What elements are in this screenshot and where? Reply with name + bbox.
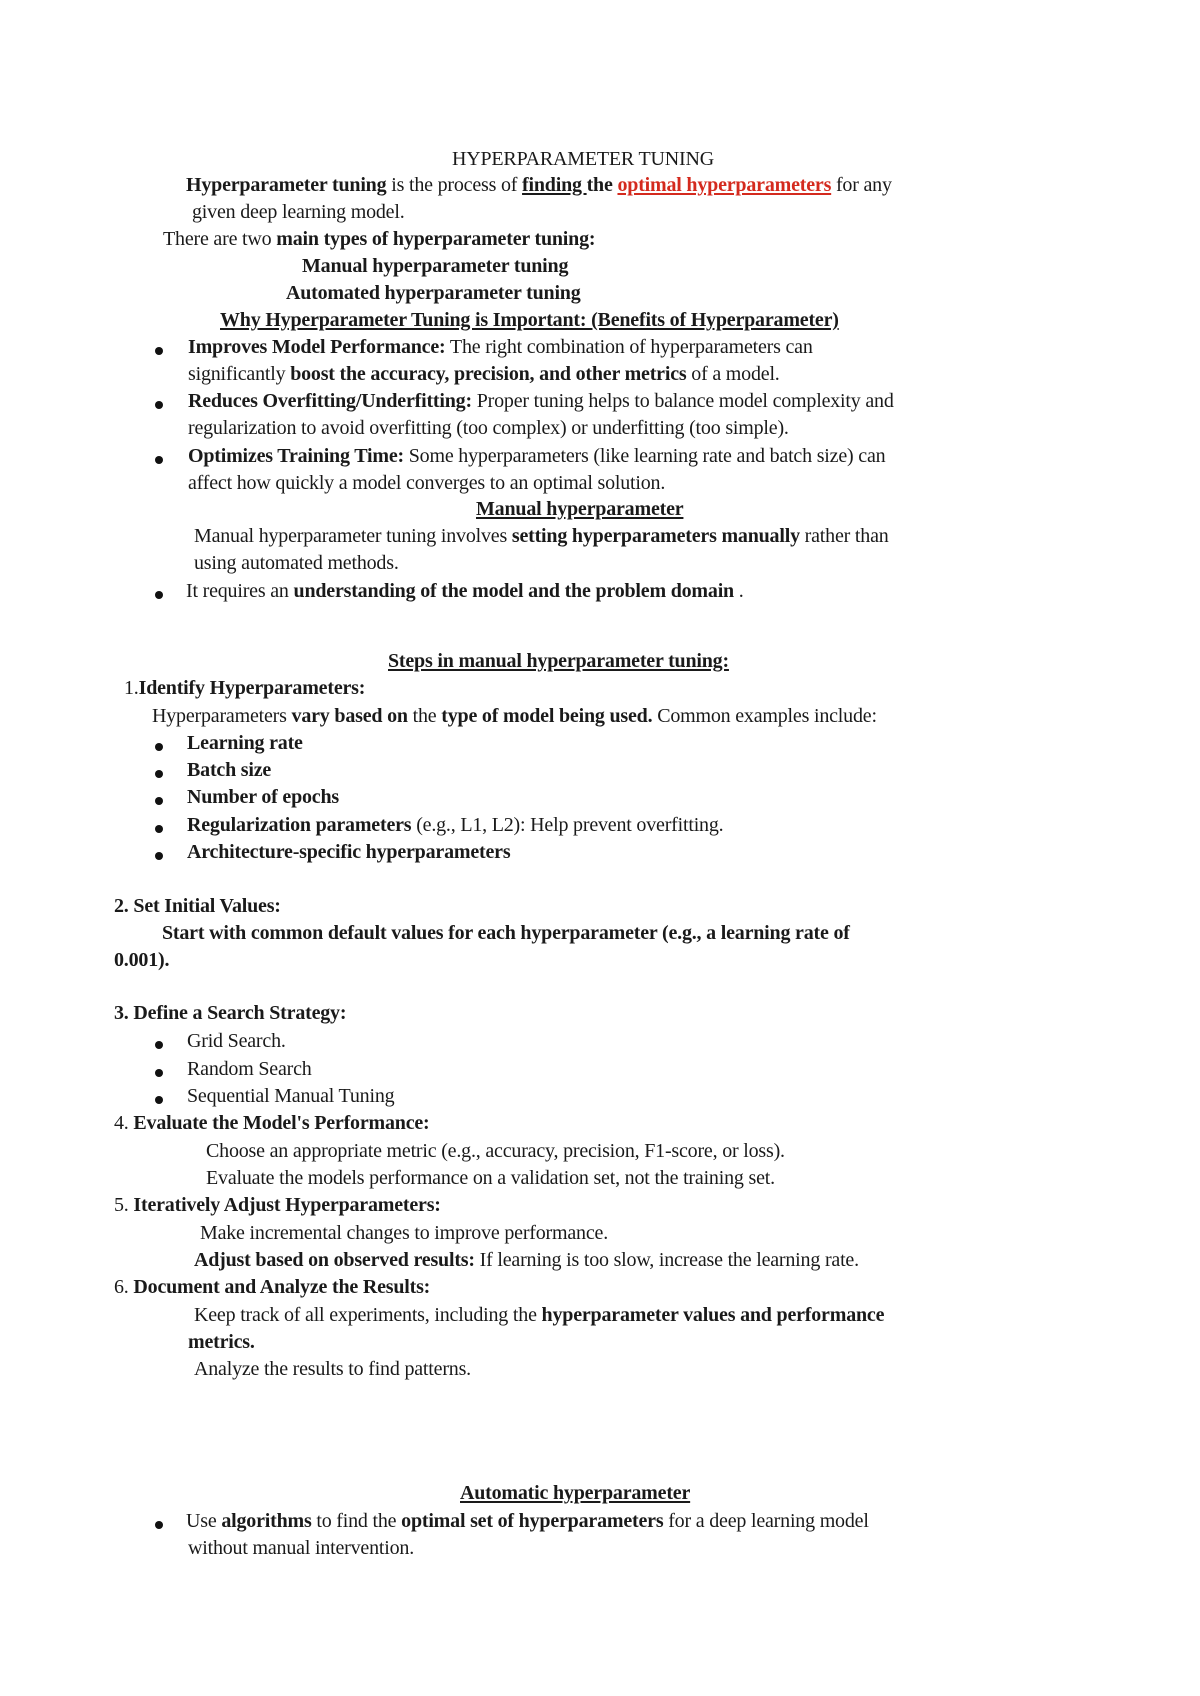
- bullet-dot: [155, 1521, 163, 1529]
- list-item: Number of epochs: [187, 786, 339, 808]
- step-6-title: 6. Document and Analyze the Results:: [114, 1276, 431, 1298]
- bullet-dot: [155, 401, 163, 409]
- benefit-3-line-2: affect how quickly a model converges to an optimal solution.: [188, 472, 666, 494]
- bullet-dot: [155, 825, 163, 833]
- bullet-dot: [155, 1069, 163, 1077]
- bullet-dot: [155, 1041, 163, 1049]
- benefit-3-line-1: Optimizes Training Time: Some hyperparameters (like learning rate and batch size) can: [188, 445, 886, 467]
- step-4-title: 4. Evaluate the Model's Performance:: [114, 1112, 430, 1134]
- type-manual: Manual hyperparameter tuning: [302, 255, 569, 277]
- intro-term: Hyperparameter tuning: [186, 174, 387, 196]
- bullet-dot: [155, 591, 163, 599]
- automatic-line-1: Use algorithms to find the optimal set of hyperparameters for a deep learning model: [186, 1510, 869, 1532]
- step-2-line-2: 0.001).: [114, 949, 170, 971]
- automatic-heading: Automatic hyperparameter: [460, 1482, 691, 1504]
- benefit-2-line-1: Reduces Overfitting/Underfitting: Proper tuning helps to balance model complexity and: [188, 390, 894, 412]
- list-item: Sequential Manual Tuning: [187, 1085, 395, 1107]
- step-6-line-3: Analyze the results to find patterns.: [194, 1358, 471, 1380]
- benefit-1-line-2: significantly boost the accuracy, precision, and other metrics of a model.: [188, 363, 780, 385]
- steps-heading: Steps in manual hyperparameter tuning:: [388, 650, 729, 672]
- bullet-dot: [155, 743, 163, 751]
- step-1-title: 1.Identify Hyperparameters:: [124, 677, 366, 699]
- bullet-dot: [155, 852, 163, 860]
- bullet-dot: [155, 347, 163, 355]
- type-automated: Automated hyperparameter tuning: [286, 282, 581, 304]
- types-line: There are two main types of hyperparameter tuning:: [163, 228, 596, 250]
- list-item: Architecture-specific hyperparameters: [187, 841, 511, 863]
- list-item: Learning rate: [187, 732, 303, 754]
- step-4-line-2: Evaluate the models performance on a validation set, not the training set.: [206, 1167, 775, 1189]
- benefit-2-line-2: regularization to avoid overfitting (too complex) or underfitting (too simple).: [188, 417, 789, 439]
- bullet-dot: [155, 1096, 163, 1104]
- step-4-line-1: Choose an appropriate metric (e.g., accuracy, precision, F1-score, or loss).: [206, 1140, 785, 1162]
- step-5-title: 5. Iteratively Adjust Hyperparameters:: [114, 1194, 441, 1216]
- step-3-title: 3. Define a Search Strategy:: [114, 1002, 347, 1024]
- bullet-dot: [155, 770, 163, 778]
- list-item: Batch size: [187, 759, 272, 781]
- bullet-dot: [155, 456, 163, 464]
- intro-optimal-link: optimal hyperparameters: [617, 174, 832, 196]
- why-heading: Why Hyperparameter Tuning is Important: (Benefits of Hyperparameter): [220, 309, 839, 331]
- manual-para-line-2: using automated methods.: [194, 552, 399, 574]
- step-2-line-1: Start with common default values for each hyperparameter (e.g., a learning rate of: [162, 922, 850, 944]
- list-item: Random Search: [187, 1058, 312, 1080]
- step-5-line-2: Adjust based on observed results: If learning is too slow, increase the learning rate.: [194, 1249, 859, 1271]
- step-2-title: 2. Set Initial Values:: [114, 895, 281, 917]
- step-1-description: Hyperparameters vary based on the type of model being used. Common examples include:: [152, 705, 877, 727]
- manual-requirement: It requires an understanding of the model and the problem domain .: [186, 580, 744, 602]
- page-title: HYPERPARAMETER TUNING: [452, 148, 714, 170]
- benefit-1-line-1: Improves Model Performance: The right combination of hyperparameters can: [188, 336, 813, 358]
- intro-finding: finding: [522, 174, 587, 196]
- automatic-line-2: without manual intervention.: [188, 1537, 415, 1559]
- manual-para-line-1: Manual hyperparameter tuning involves setting hyperparameters manually rather than: [194, 525, 889, 547]
- step-5-line-1: Make incremental changes to improve performance.: [200, 1222, 608, 1244]
- list-item: Grid Search.: [187, 1030, 286, 1052]
- step-6-line-2: metrics.: [188, 1331, 255, 1353]
- step-6-line-1: Keep track of all experiments, including the hyperparameter values and performance: [194, 1304, 885, 1326]
- manual-heading: Manual hyperparameter: [476, 498, 684, 520]
- intro-line-2: given deep learning model.: [192, 201, 405, 223]
- intro-line-1: Hyperparameter tuning is the process of finding the optimal hyperparameters for any: [186, 174, 892, 196]
- bullet-dot: [155, 797, 163, 805]
- list-item: Regularization parameters (e.g., L1, L2): Help prevent overfitting.: [187, 814, 724, 836]
